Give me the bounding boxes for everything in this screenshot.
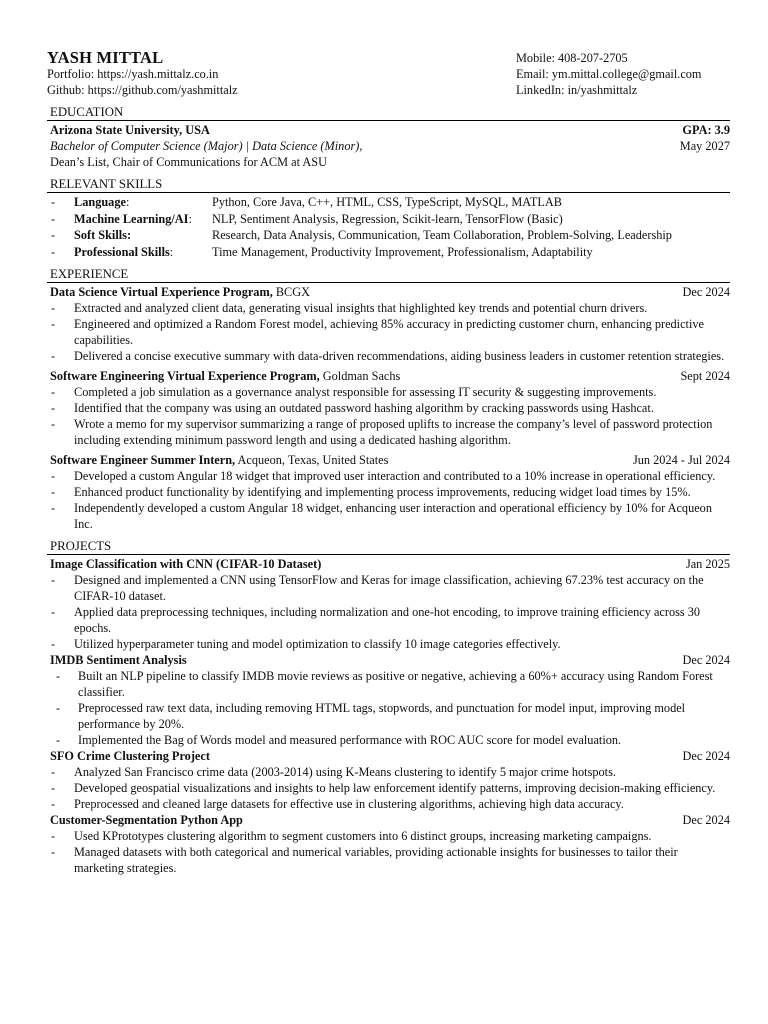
project-bullets [50, 668, 730, 748]
skill-label-suffix: : [188, 211, 192, 226]
skill-label [74, 194, 212, 210]
skill-label-text: Language [74, 195, 126, 209]
skills-heading: RELEVANT SKILLS [47, 177, 730, 193]
project-entry [50, 556, 730, 652]
experience-title [50, 452, 633, 468]
skill-label [74, 244, 212, 260]
candidate-name: YASH MITTAL [47, 48, 164, 67]
experience-entry [50, 452, 730, 532]
project-header [50, 556, 730, 572]
graduation-date: May 2027 [679, 139, 730, 153]
job-role: Data Science Virtual Experience Program, [50, 285, 273, 299]
project-name: Customer-Segmentation Python App [50, 813, 243, 827]
experience-bullets [50, 468, 730, 532]
bullet-item: - Used KPrototypes clustering algorithm to segment customers into 6 distinct groups, increasing marketing campaigns. [50, 828, 730, 844]
github-link[interactable]: Github: https://github.com/yashmittalz [47, 83, 238, 97]
skill-label [74, 227, 212, 243]
bullet-item: - Implemented the Bag of Words model and measured performance with ROC AUC score for model evaluation. [50, 732, 730, 748]
bullet-item: - Preprocessed raw text data, including removing HTML tags, stopwords, and punctuation for model input, improving model performance by 20%. [50, 700, 730, 732]
project-name: IMDB Sentiment Analysis [50, 653, 187, 667]
project-date: Jan 2025 [685, 557, 730, 571]
experience-bullets [50, 300, 730, 364]
education-section [47, 122, 730, 170]
degree: Bachelor of Computer Science (Major) | Data Science (Minor), [50, 139, 363, 153]
job-organization: Goldman Sachs [319, 369, 401, 383]
project-name: Image Classification with CNN (CIFAR-10 Dataset) [50, 557, 322, 571]
resume-header [47, 48, 730, 98]
bullet-item: - Independently developed a custom Angular 18 widget, enhancing user interaction and operational efficiency by 10% for Acqueon Inc. [50, 500, 730, 532]
skill-label-suffix: : [169, 244, 174, 259]
experience-header [50, 368, 730, 384]
education-heading: EDUCATION [47, 105, 730, 121]
job-date: Dec 2024 [682, 285, 730, 299]
school-name: Arizona State University, USA [50, 123, 210, 137]
gpa: GPA: 3.9 [682, 123, 730, 137]
bullet-item: - Managed datasets with both categorical and numerical variables, providing actionable insights for businesses to tailor their marketing strategies. [50, 844, 730, 876]
bullet-item: - Wrote a memo for my supervisor summarizing a range of proposed uplifts to increase the company’s level of password protection including extending minimum password length and using a dedicated hashing algorithm. [50, 416, 730, 448]
project-name: SFO Crime Clustering Project [50, 749, 210, 763]
experience-title [50, 284, 683, 300]
bullet-item: - Identified that the company was using an outdated password hashing algorithm by cracking passwords using Hashcat. [50, 400, 730, 416]
bullet-item: - Designed and implemented a CNN using TensorFlow and Keras for image classification, achieving 67.23% test accuracy on the CIFAR-10 dataset. [50, 572, 730, 604]
project-entry [50, 812, 730, 876]
mobile-number: Mobile: 408-207-2705 [516, 51, 628, 65]
honors: Dean’s List, Chair of Communications for ACM at ASU [50, 155, 328, 169]
skill-label-text: Machine Learning/AI [74, 211, 189, 226]
project-bullets [50, 572, 730, 652]
job-date: Sept 2024 [680, 369, 730, 383]
skill-row [50, 211, 730, 228]
bullet-item: - Enhanced product functionality by identifying and implementing process improvements, reducing widget load times by 15%. [50, 484, 730, 500]
project-bullets [50, 828, 730, 876]
projects-list [47, 556, 730, 876]
linkedin-link[interactable]: LinkedIn: in/yashmittalz [516, 83, 638, 97]
email-address[interactable]: Email: ym.mittal.college@gmail.com [516, 67, 702, 81]
header-left [47, 48, 238, 98]
project-date: Dec 2024 [682, 749, 730, 763]
skill-row [50, 227, 730, 244]
skill-label [74, 211, 212, 227]
job-date: Jun 2024 - Jul 2024 [632, 453, 730, 467]
bullet-item: - Developed a custom Angular 18 widget that improved user interaction and contributed to a 10% increase in operational efficiency. [50, 468, 730, 484]
resume-page [47, 48, 730, 876]
project-entry [50, 748, 730, 812]
bullet-item: - Built an NLP pipeline to classify IMDB movie reviews as positive or negative, achieving a 60%+ accuracy using Random Forest classifier. [50, 668, 730, 700]
bullet-item: - Analyzed San Francisco crime data (2003-2014) using K-Means clustering to identify 5 major crime hotspots. [50, 764, 730, 780]
experience-bullets [50, 384, 730, 448]
skill-value: NLP, Sentiment Analysis, Regression, Scikit-learn, TensorFlow (Basic) [212, 211, 563, 226]
job-role: Software Engineer Summer Intern, [50, 453, 236, 467]
experience-title [50, 368, 680, 384]
bullet-item: - Completed a job simulation as a governance analyst responsible for assessing IT security & suggesting improvements. [50, 384, 730, 400]
skill-row [50, 194, 730, 211]
experience-heading: EXPERIENCE [47, 267, 730, 283]
skill-row [50, 244, 730, 261]
skill-value: Research, Data Analysis, Communication, Team Collaboration, Problem-Solving, Leadership [212, 228, 672, 242]
project-date: Dec 2024 [682, 813, 730, 827]
bullet-item: - Applied data preprocessing techniques, including normalization and one-hot encoding, to improve training efficiency across 30 epochs. [50, 604, 730, 636]
job-organization: BCGX [272, 285, 311, 299]
experience-list [47, 284, 730, 532]
skill-value: Python, Core Java, C++, HTML, CSS, TypeScript, MySQL, MATLAB [212, 195, 562, 209]
skill-label-suffix: : [125, 195, 130, 209]
skill-value: Time Management, Productivity Improvement, Professionalism, Adaptability [212, 244, 593, 259]
projects-heading: PROJECTS [47, 539, 730, 555]
portfolio-link[interactable]: Portfolio: https://yash.mittalz.co.in [47, 67, 219, 81]
experience-header [50, 284, 730, 300]
bullet-item: - Developed geospatial visualizations and insights to help law enforcement identify patterns, improving decision-making efficiency. [50, 780, 730, 796]
skill-label-text: Professional Skills [74, 244, 170, 259]
experience-header [50, 452, 730, 468]
skill-label-text: Soft Skills: [74, 228, 132, 242]
bullet-item: - Delivered a concise executive summary with data-driven recommendations, aiding business leaders in customer retention strategies. [50, 348, 730, 364]
experience-entry [50, 284, 730, 364]
project-header [50, 748, 730, 764]
bullet-item: - Utilized hyperparameter tuning and model optimization to classify 10 image categories effectively. [50, 636, 730, 652]
bullet-item: - Extracted and analyzed client data, generating visual insights that highlighted key trends and potential churn drivers. [50, 300, 730, 316]
project-date: Dec 2024 [682, 653, 730, 667]
header-right [516, 50, 702, 98]
bullet-item: - Engineered and optimized a Random Forest model, achieving 85% accuracy in predicting customer churn, enhancing predictive capabilities. [50, 316, 730, 348]
job-role: Software Engineering Virtual Experience Program, [50, 369, 320, 383]
project-bullets [50, 764, 730, 812]
bullet-item: - Preprocessed and cleaned large datasets for effective use in clustering algorithms, achieving high data accuracy. [50, 796, 730, 812]
experience-entry [50, 368, 730, 448]
project-entry [50, 652, 730, 748]
job-organization: Acqueon, Texas, United States [235, 453, 389, 467]
project-header [50, 812, 730, 828]
skills-list [47, 194, 730, 260]
project-header [50, 652, 730, 668]
